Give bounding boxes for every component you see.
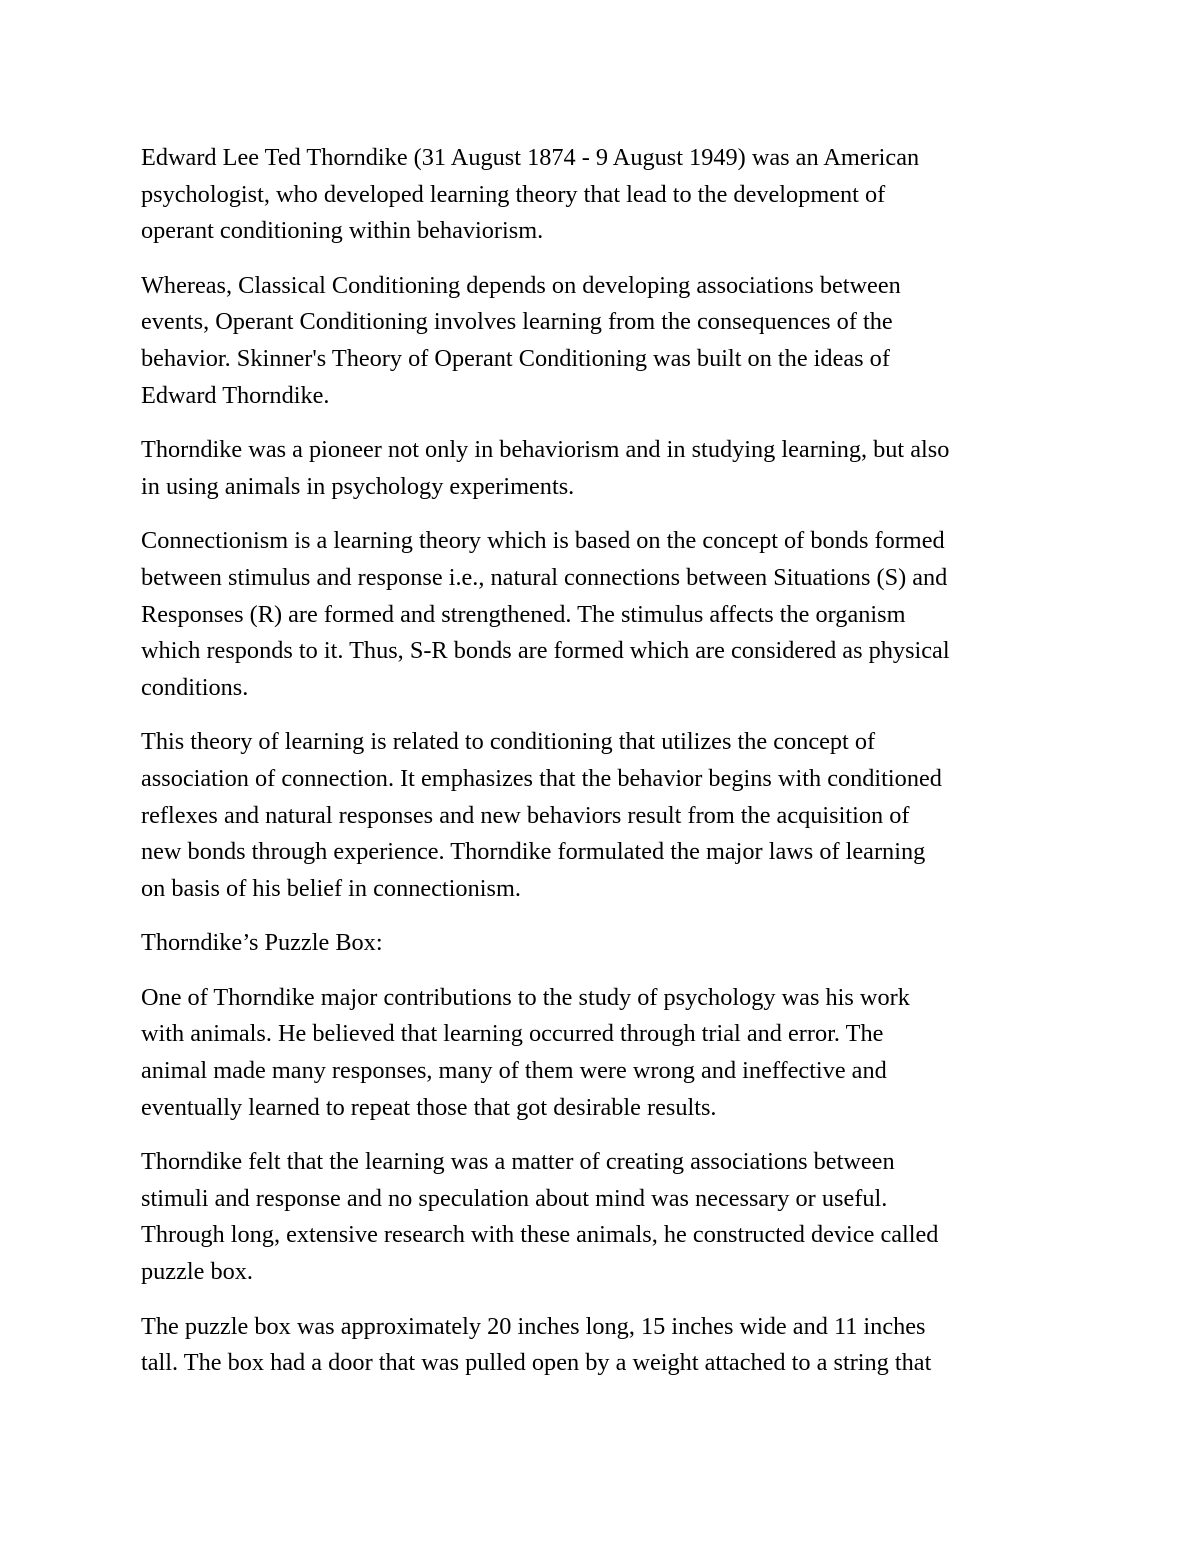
text-line: reflexes and natural responses and new behaviors result from the acquisition of xyxy=(141,801,910,829)
text-line: Connectionism is a learning theory which is based on the concept of bonds formed xyxy=(141,527,945,555)
text-line: Thorndike’s Puzzle Box: xyxy=(141,929,383,957)
paragraph-conditioning xyxy=(141,268,1065,414)
text-line: new bonds through experience. Thorndike formulated the major laws of learning xyxy=(141,838,926,866)
paragraph-contributions xyxy=(141,980,1065,1126)
text-line: on basis of his belief in connectionism. xyxy=(141,874,521,902)
paragraph-associations xyxy=(141,1144,1065,1290)
text-line: which responds to it. Thus, S-R bonds are formed which are considered as physical xyxy=(141,637,950,665)
paragraph-intro xyxy=(141,140,1065,250)
text-line: operant conditioning within behaviorism. xyxy=(141,217,544,245)
text-line: psychologist, who developed learning theory that lead to the development of xyxy=(141,180,886,208)
text-line: behavior. Skinner's Theory of Operant Conditioning was built on the ideas of xyxy=(141,344,890,372)
text-line: Edward Thorndike. xyxy=(141,381,330,409)
text-line: Through long, extensive research with these animals, he constructed device called xyxy=(141,1221,939,1249)
text-line: stimuli and response and no speculation about mind was necessary or useful. xyxy=(141,1184,888,1212)
text-line: events, Operant Conditioning involves learning from the consequences of the xyxy=(141,308,893,336)
text-line: in using animals in psychology experiments. xyxy=(141,472,575,500)
text-line: eventually learned to repeat those that got desirable results. xyxy=(141,1093,717,1121)
text-line: between stimulus and response i.e., natural connections between Situations (S) and xyxy=(141,563,948,591)
text-line: association of connection. It emphasizes that the behavior begins with conditioned xyxy=(141,764,942,792)
text-line: animal made many responses, many of them were wrong and ineffective and xyxy=(141,1057,887,1085)
text-line: One of Thorndike major contributions to the study of psychology was his work xyxy=(141,983,910,1011)
text-line: Edward Lee Ted Thorndike (31 August 1874 - 9 August 1949) was an American xyxy=(141,144,920,171)
paragraph-puzzle-box-dimensions xyxy=(141,1309,1065,1382)
text-line: Responses (R) are formed and strengthened. The stimulus affects the organism xyxy=(141,600,906,628)
text-line: Thorndike felt that the learning was a matter of creating associations between xyxy=(141,1148,895,1176)
text-line: puzzle box. xyxy=(141,1258,253,1286)
text-line: This theory of learning is related to conditioning that utilizes the concept of xyxy=(141,728,876,756)
text-line: Thorndike was a pioneer not only in behaviorism and in studying learning, but also xyxy=(141,436,950,464)
text-line: The puzzle box was approximately 20 inches long, 15 inches wide and 11 inches xyxy=(141,1312,926,1340)
section-heading-puzzle-box xyxy=(141,925,1065,962)
text-line: Whereas, Classical Conditioning depends on developing associations between xyxy=(141,271,901,299)
paragraph-theory xyxy=(141,724,1065,907)
text-line: with animals. He believed that learning occurred through trial and error. The xyxy=(141,1020,884,1048)
paragraph-pioneer xyxy=(141,432,1065,505)
paragraph-connectionism xyxy=(141,523,1065,706)
text-line: tall. The box had a door that was pulled open by a weight attached to a string that xyxy=(141,1349,932,1377)
text-line: conditions. xyxy=(141,673,249,701)
